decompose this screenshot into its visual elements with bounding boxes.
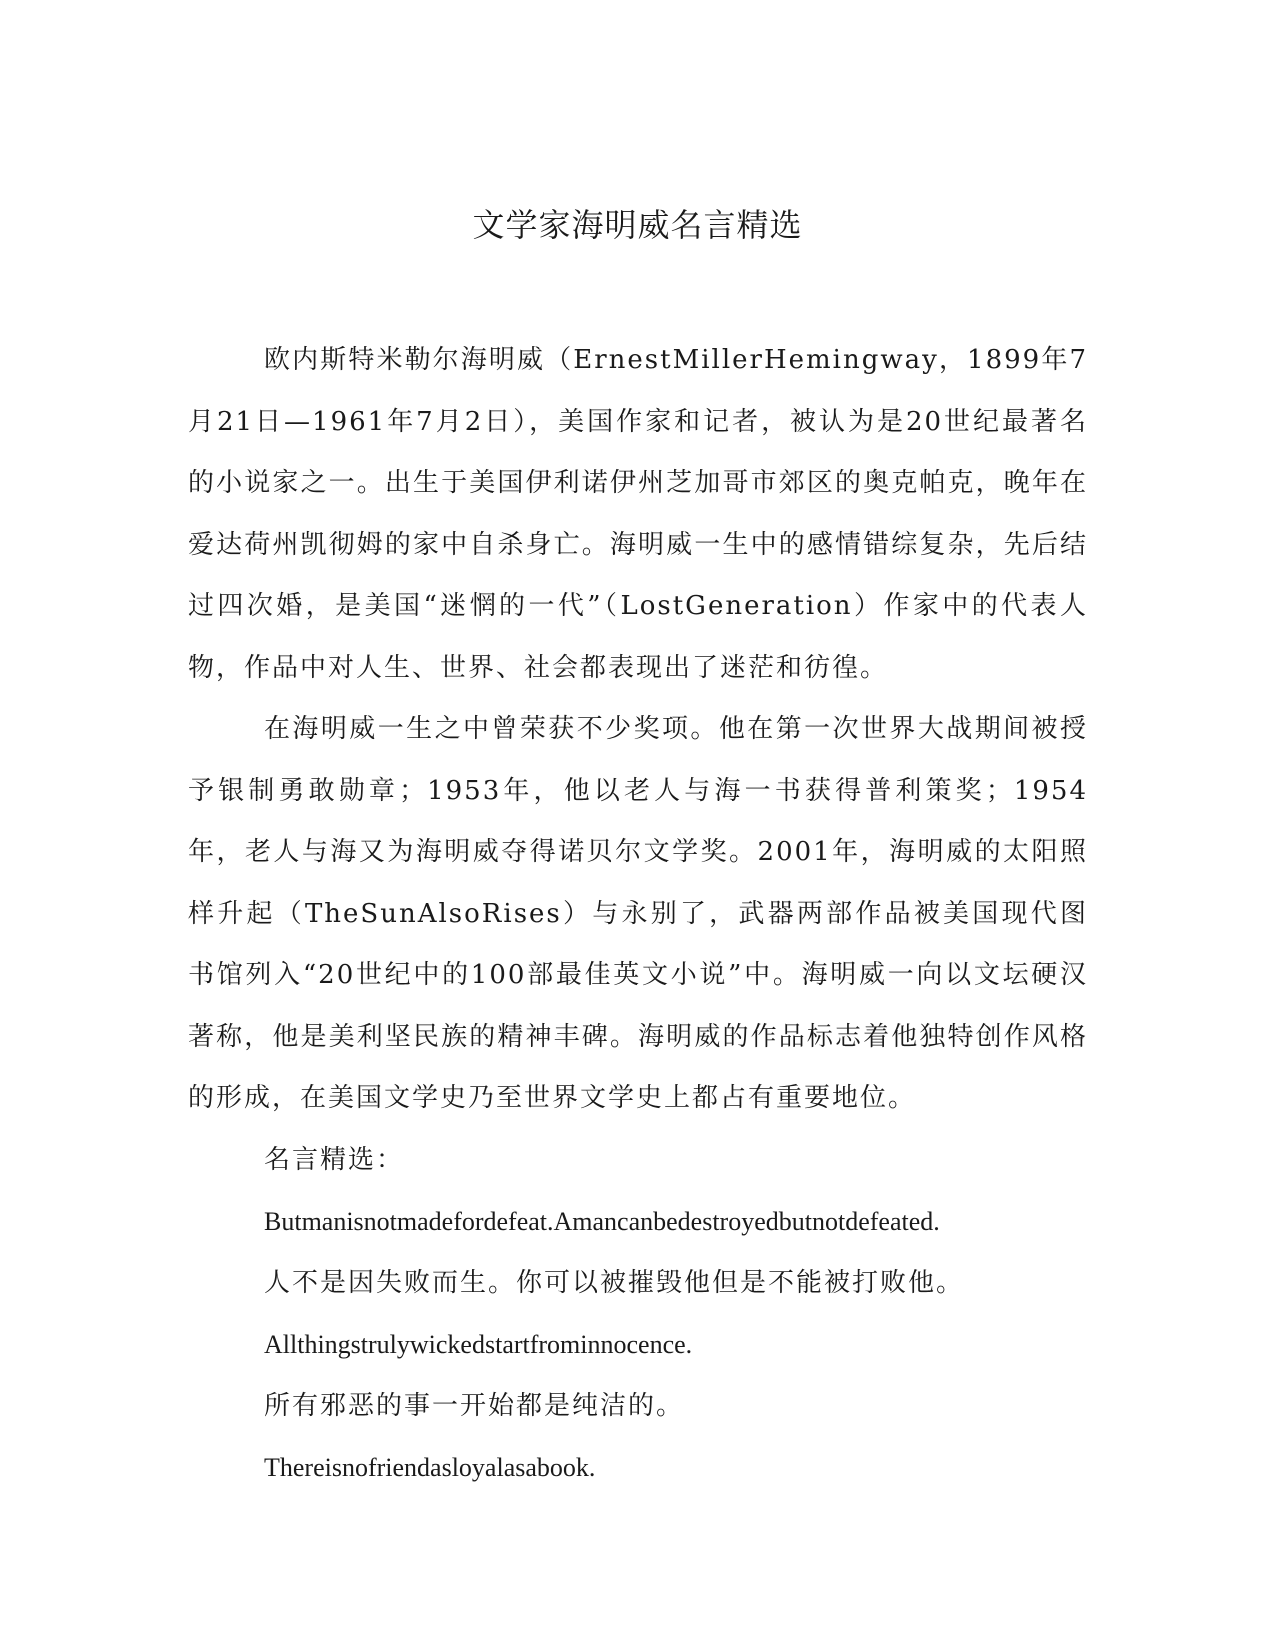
quote-english-3: Thereisnofriendasloyalasabook. xyxy=(264,1453,596,1482)
intro-paragraph: 欧内斯特米勒尔海明威（ErnestMillerHemingway，1899年7月21日—1961年7月2日），美国作家和记者，被认为是20世纪最著名的小说家之一。出生于美国伊利诺伊州芝加哥市郊区的奥克帕克，晚年在爱达荷州凯彻姆的家中自杀身亡。海明威一生中的感情错综复杂，先后结过四次婚，是美国“迷惘的一代”（LostGeneration）作家中的代表人物，作品中对人生、世界、社会都表现出了迷茫和彷徨。 xyxy=(188,345,1088,683)
document-body xyxy=(188,330,1088,1499)
quote-chinese-2: 所有邪恶的事一开始都是纯洁的。 xyxy=(264,1390,685,1421)
quotes-heading: 名言精选： xyxy=(264,1144,405,1175)
page-title: 文学家海明威名言精选 xyxy=(472,206,803,244)
quote-chinese-1: 人不是因失败而生。你可以被摧毁他但是不能被打败他。 xyxy=(264,1267,965,1298)
quote-english-2: Allthingstrulywickedstartfrominnocence. xyxy=(264,1330,693,1359)
awards-paragraph: 在海明威一生之中曾荣获不少奖项。他在第一次世界大战期间被授予银制勇敢勋章；1953年，他以老人与海一书获得普利策奖；1954年，老人与海又为海明威夺得诺贝尔文学奖。2001年，海明威的太阳照样升起（TheSunAlsoRises）与永别了，武器两部作品被美国现代图书馆列入“20世纪中的100部最佳英文小说”中。海明威一向以文坛硬汉著称，他是美利坚民族的精神丰碑。海明威的作品标志着他独特创作风格的形成，在美国文学史乃至世界文学史上都占有重要地位。 xyxy=(188,714,1088,1113)
quote-english-1: Butmanisnotmadefordefeat.Amancanbedestroyedbutnotdefeated. xyxy=(264,1207,940,1236)
